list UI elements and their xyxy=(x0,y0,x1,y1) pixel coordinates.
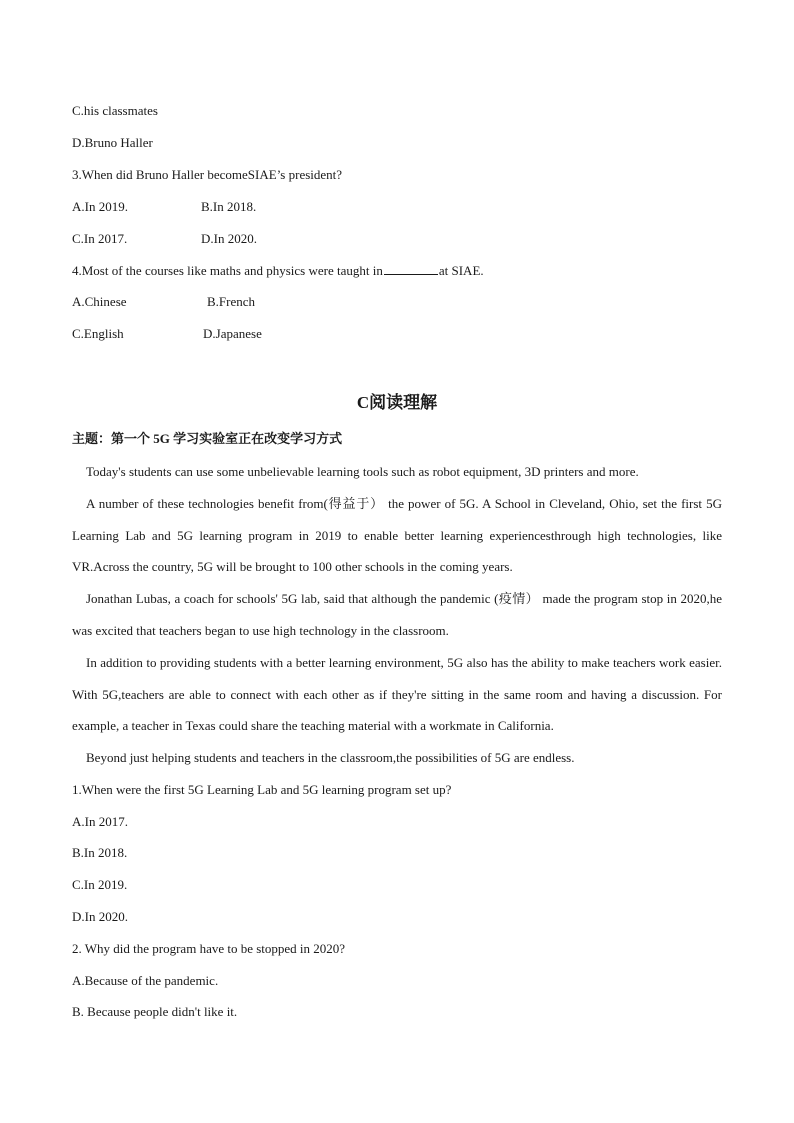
question-2: 2. Why did the program have to be stopped in 2020? xyxy=(72,941,346,956)
question-4-text: 4.Most of the courses like maths and physics were taught in xyxy=(72,263,383,278)
q3-option-d: D.In 2020. xyxy=(201,231,257,246)
option-d: D.Bruno Haller xyxy=(72,135,153,150)
q3-option-a: A.In 2019. xyxy=(72,199,128,214)
q4-option-c: C.English xyxy=(72,326,124,341)
passage-paragraph-4: In addition to providing students with a better learning environment, 5G also has the ability to make teachers work easier. With 5G,teachers are able to connect with each other as if they're sitting in the same room and having a discussion. For example, a teacher in Texas could share the teaching material with a workmate in California. xyxy=(72,655,722,733)
section-topic: 主题：第一个 5G 学习实验室正在改变学习方式 xyxy=(72,431,343,446)
q1-option-d: D.In 2020. xyxy=(72,909,128,924)
q4-option-d: D.Japanese xyxy=(203,326,262,341)
question-4-suffix: at SIAE. xyxy=(438,263,484,278)
question-4 xyxy=(72,262,484,279)
passage-paragraph-5: Beyond just helping students and teachers in the classroom,the possibilities of 5G are endless. xyxy=(86,750,575,765)
passage-paragraph-1: Today's students can use some unbelievable learning tools such as robot equipment, 3D printers and more. xyxy=(86,464,639,479)
q3-option-c: C.In 2017. xyxy=(72,231,128,246)
passage-paragraph-3: Jonathan Lubas, a coach for schools' 5G lab, said that although the pandemic (疫情） made the program stop in 2020,he was excited that teachers began to use high technology in the classroom. xyxy=(72,591,722,638)
question-3: 3.When did Bruno Haller becomeSIAE’s president? xyxy=(72,167,343,182)
q1-option-c: C.In 2019. xyxy=(72,877,128,892)
passage-paragraph-2: A number of these technologies benefit from(得益于） the power of 5G. A School in Cleveland, Ohio, set the first 5G Learning Lab and 5G learning program in 2019 to enable better learning experiencesthrough high technologies, like VR.Across the country, 5G will be brought to 100 other schools in the coming years. xyxy=(72,496,722,574)
q4-option-a: A.Chinese xyxy=(72,294,127,309)
section-title: C阅读理解 xyxy=(356,393,438,412)
question-1: 1.When were the first 5G Learning Lab and 5G learning program set up? xyxy=(72,782,452,797)
q3-option-b: B.In 2018. xyxy=(201,199,257,214)
q1-option-b: B.In 2018. xyxy=(72,845,128,860)
q2-option-b: B. Because people didn't like it. xyxy=(72,1004,238,1019)
option-c: C.his classmates xyxy=(72,103,158,118)
q1-option-a: A.In 2017. xyxy=(72,814,128,829)
answer-blank xyxy=(384,262,438,275)
q2-option-a: A.Because of the pandemic. xyxy=(72,973,219,988)
q4-option-b: B.French xyxy=(207,294,256,309)
